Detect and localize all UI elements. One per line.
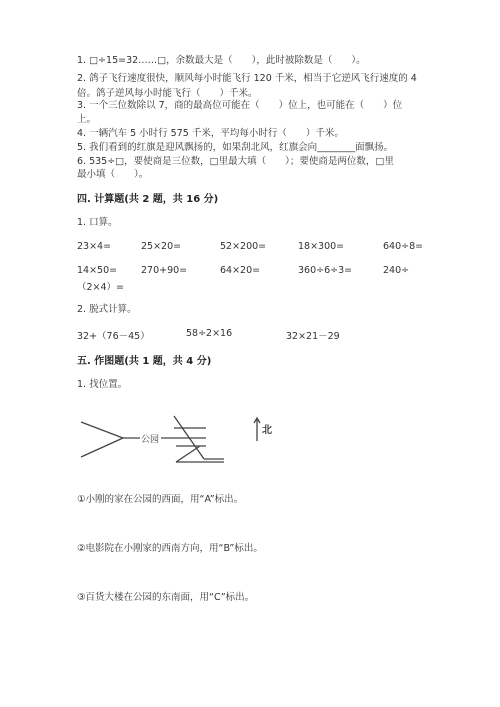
calc-r1-c3: 52×200= xyxy=(220,241,267,252)
expr-2: 58÷2×16 xyxy=(186,328,233,339)
q1-label: 1. 口算。 xyxy=(77,217,118,228)
map-label-park: 公园 xyxy=(141,435,160,445)
calc-r1-c5: 640÷8= xyxy=(383,241,424,252)
expr-3: 32×21－29 xyxy=(286,331,340,342)
q2-label: 2. 脱式计算。 xyxy=(77,304,137,315)
fill-line-6: 4. 一辆汽车 5 小时行 575 千米，平均每小时行（ ）千米。 xyxy=(77,128,344,139)
calc-r3-c1: （2×4）= xyxy=(77,282,125,293)
fill-line-4: 3. 一个三位数除以 7，商的最高位可能在（ ）位上，也可能在（ ）位 xyxy=(77,100,403,111)
calc-r2-c3: 64×20= xyxy=(220,265,261,276)
section-5-title: 五. 作图题(共 1 题，共 4 分) xyxy=(77,356,212,367)
calc-r2-c1: 14×50= xyxy=(77,265,118,276)
location-item-1: ①小刚的家在公园的西面，用“A”标出。 xyxy=(77,494,244,505)
fill-line-3: 倍。鸽子逆风每小时能飞行（ ）千米。 xyxy=(77,88,258,99)
fill-line-5: 上。 xyxy=(77,114,97,125)
fill-line-8: 6. 535÷□，要使商是三位数，□里最大填（ ）；要使商是两位数，□里 xyxy=(77,156,394,167)
location-item-2: ②电影院在小刚家的西南方向，用“B”标出。 xyxy=(77,543,263,554)
fill-line-9: 最小填（ ）。 xyxy=(77,169,149,180)
q5-1-label: 1. 找位置。 xyxy=(77,379,128,390)
fill-line-2: 2. 鸽子飞行速度很快，顺风每小时能飞行 120 千米，相当于它逆风飞行速度的 4 xyxy=(77,73,417,84)
calc-r2-c4: 360÷6÷3= xyxy=(298,265,353,276)
map-label-north: 北 xyxy=(262,425,272,436)
fill-line-7: 5. 我们看到的红旗是迎风飘扬的，如果刮北风，红旗会向________面飘扬。 xyxy=(77,142,394,153)
calc-r1-c2: 25×20= xyxy=(141,241,182,252)
calc-r1-c1: 23×4= xyxy=(77,241,112,252)
section-4-title: 四. 计算题(共 2 题，共 16 分) xyxy=(77,194,219,205)
calc-r2-c5: 240÷ xyxy=(383,265,410,276)
calc-r2-c2: 270+90= xyxy=(141,265,188,276)
fill-line-1: 1. □÷15=32……□，余数最大是（ ），此时被除数是（ ）。 xyxy=(77,55,366,66)
location-item-3: ③百货大楼在公园的东南面，用“C”标出。 xyxy=(77,592,255,603)
calc-r1-c4: 18×300= xyxy=(298,241,345,252)
expr-1: 32+（76－45） xyxy=(77,331,150,342)
